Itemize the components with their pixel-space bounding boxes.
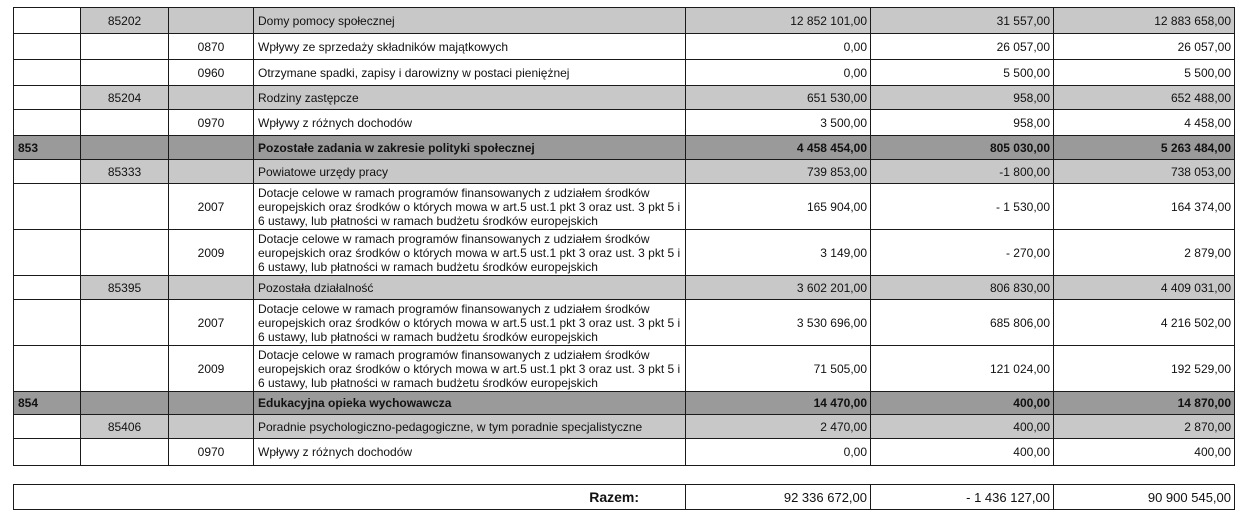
rozdzial-cell	[81, 346, 169, 392]
po-zmianie-cell: 26 057,00	[1054, 34, 1235, 60]
name-cell: Dotacje celowe w ramach programów finansowanych z udziałem środków europejskich oraz środków o których mowa w art.5 ust.1 pkt 3 oraz ust. 3 pkt 5 i 6 ustawy, lub płatności w ramach budżetu środków europejskich	[254, 300, 686, 346]
name-cell: Rodziny zastępcze	[254, 86, 686, 110]
plan-cell: 71 505,00	[686, 346, 871, 392]
plan-cell: 651 530,00	[686, 86, 871, 110]
budget-table-body	[14, 8, 1235, 466]
rozdzial-cell	[81, 439, 169, 466]
zmiana-cell: 685 806,00	[871, 300, 1054, 346]
paragraf-cell	[169, 415, 254, 439]
name-cell: Otrzymane spadki, zapisy i darowizny w postaci pieniężnej	[254, 60, 686, 86]
paragraf-cell	[169, 8, 254, 34]
paragraf-cell	[169, 86, 254, 110]
summary-po-zmianie: 90 900 545,00	[1054, 485, 1235, 510]
name-cell: Poradnie psychologiczno-pedagogiczne, w tym poradnie specjalistyczne	[254, 415, 686, 439]
rozdzial-cell: 85395	[81, 276, 169, 300]
rozdzial-cell	[81, 230, 169, 276]
paragraf-cell: 2007	[169, 184, 254, 230]
dzial-cell	[14, 184, 81, 230]
name-cell: Dotacje celowe w ramach programów finansowanych z udziałem środków europejskich oraz środków o których mowa w art.5 ust.1 pkt 3 oraz ust. 3 pkt 5 i 6 ustawy, lub płatności w ramach budżetu środków europejskich	[254, 230, 686, 276]
table-row	[14, 300, 1235, 346]
rozdzial-cell	[81, 110, 169, 136]
po-zmianie-cell: 5 500,00	[1054, 60, 1235, 86]
name-cell: Dotacje celowe w ramach programów finansowanych z udziałem środków europejskich oraz środków o których mowa w art.5 ust.1 pkt 3 oraz ust. 3 pkt 5 i 6 ustawy, lub płatności w ramach budżetu środków europejskich	[254, 184, 686, 230]
po-zmianie-cell: 5 263 484,00	[1054, 136, 1235, 160]
paragraf-cell: 0960	[169, 60, 254, 86]
rozdzial-cell: 85204	[81, 86, 169, 110]
dzial-cell	[14, 86, 81, 110]
paragraf-cell: 0970	[169, 439, 254, 466]
summary-label: Razem:	[14, 485, 686, 510]
plan-cell: 14 470,00	[686, 392, 871, 415]
po-zmianie-cell: 400,00	[1054, 439, 1235, 466]
paragraf-cell: 0870	[169, 34, 254, 60]
table-row	[14, 160, 1235, 184]
zmiana-cell: 958,00	[871, 86, 1054, 110]
zmiana-cell: - 270,00	[871, 230, 1054, 276]
rozdzial-cell	[81, 34, 169, 60]
plan-cell: 165 904,00	[686, 184, 871, 230]
name-cell: Wpływy z różnych dochodów	[254, 110, 686, 136]
plan-cell: 0,00	[686, 34, 871, 60]
table-row	[14, 60, 1235, 86]
dzial-cell	[14, 110, 81, 136]
zmiana-cell: 5 500,00	[871, 60, 1054, 86]
po-zmianie-cell: 4 216 502,00	[1054, 300, 1235, 346]
zmiana-cell: 31 557,00	[871, 8, 1054, 34]
po-zmianie-cell: 652 488,00	[1054, 86, 1235, 110]
dzial-cell: 854	[14, 392, 81, 415]
plan-cell: 3 149,00	[686, 230, 871, 276]
summary-zmiana: - 1 436 127,00	[871, 485, 1054, 510]
paragraf-cell: 2009	[169, 346, 254, 392]
dzial-cell	[14, 439, 81, 466]
plan-cell: 0,00	[686, 60, 871, 86]
plan-cell: 3 500,00	[686, 110, 871, 136]
budget-table	[13, 7, 1235, 466]
name-cell: Pozostała działalność	[254, 276, 686, 300]
dzial-cell	[14, 34, 81, 60]
po-zmianie-cell: 192 529,00	[1054, 346, 1235, 392]
zmiana-cell: 805 030,00	[871, 136, 1054, 160]
dzial-cell	[14, 60, 81, 86]
plan-cell: 4 458 454,00	[686, 136, 871, 160]
table-row	[14, 230, 1235, 276]
plan-cell: 739 853,00	[686, 160, 871, 184]
table-row	[14, 110, 1235, 136]
dzial-cell	[14, 276, 81, 300]
paragraf-cell: 2009	[169, 230, 254, 276]
dzial-cell	[14, 230, 81, 276]
table-row	[14, 439, 1235, 466]
zmiana-cell: -1 800,00	[871, 160, 1054, 184]
plan-cell: 3 602 201,00	[686, 276, 871, 300]
plan-cell: 3 530 696,00	[686, 300, 871, 346]
rozdzial-cell	[81, 60, 169, 86]
paragraf-cell	[169, 136, 254, 160]
name-cell: Edukacyjna opieka wychowawcza	[254, 392, 686, 415]
dzial-cell	[14, 8, 81, 34]
name-cell: Dotacje celowe w ramach programów finansowanych z udziałem środków europejskich oraz środków o których mowa w art.5 ust.1 pkt 3 oraz ust. 3 pkt 5 i 6 ustawy, lub płatności w ramach budżetu środków europejskich	[254, 346, 686, 392]
table-row	[14, 392, 1235, 415]
rozdzial-cell	[81, 136, 169, 160]
paragraf-cell: 0970	[169, 110, 254, 136]
zmiana-cell: 400,00	[871, 439, 1054, 466]
paragraf-cell	[169, 392, 254, 415]
name-cell: Wpływy z różnych dochodów	[254, 439, 686, 466]
dzial-cell	[14, 300, 81, 346]
zmiana-cell: 958,00	[871, 110, 1054, 136]
paragraf-cell	[169, 276, 254, 300]
zmiana-cell: 121 024,00	[871, 346, 1054, 392]
rozdzial-cell: 85333	[81, 160, 169, 184]
plan-cell: 2 470,00	[686, 415, 871, 439]
rozdzial-cell: 85202	[81, 8, 169, 34]
dzial-cell	[14, 415, 81, 439]
summary-table	[13, 484, 1235, 510]
name-cell: Wpływy ze sprzedaży składników majątkowych	[254, 34, 686, 60]
table-row	[14, 86, 1235, 110]
dzial-cell	[14, 346, 81, 392]
plan-cell: 0,00	[686, 439, 871, 466]
zmiana-cell: 26 057,00	[871, 34, 1054, 60]
po-zmianie-cell: 2 870,00	[1054, 415, 1235, 439]
po-zmianie-cell: 4 409 031,00	[1054, 276, 1235, 300]
po-zmianie-cell: 164 374,00	[1054, 184, 1235, 230]
zmiana-cell: - 1 530,00	[871, 184, 1054, 230]
table-row	[14, 415, 1235, 439]
po-zmianie-cell: 14 870,00	[1054, 392, 1235, 415]
po-zmianie-cell: 2 879,00	[1054, 230, 1235, 276]
table-row	[14, 8, 1235, 34]
rozdzial-cell: 85406	[81, 415, 169, 439]
paragraf-cell	[169, 160, 254, 184]
dzial-cell	[14, 160, 81, 184]
dzial-cell: 853	[14, 136, 81, 160]
name-cell: Domy pomocy społecznej	[254, 8, 686, 34]
summary-plan: 92 336 672,00	[686, 485, 871, 510]
rozdzial-cell	[81, 184, 169, 230]
rozdzial-cell	[81, 392, 169, 415]
po-zmianie-cell: 738 053,00	[1054, 160, 1235, 184]
summary-row	[14, 485, 1235, 510]
po-zmianie-cell: 4 458,00	[1054, 110, 1235, 136]
name-cell: Powiatowe urzędy pracy	[254, 160, 686, 184]
table-row	[14, 184, 1235, 230]
table-row	[14, 136, 1235, 160]
zmiana-cell: 806 830,00	[871, 276, 1054, 300]
zmiana-cell: 400,00	[871, 392, 1054, 415]
name-cell: Pozostałe zadania w zakresie polityki społecznej	[254, 136, 686, 160]
rozdzial-cell	[81, 300, 169, 346]
table-row	[14, 34, 1235, 60]
po-zmianie-cell: 12 883 658,00	[1054, 8, 1235, 34]
paragraf-cell: 2007	[169, 300, 254, 346]
table-row	[14, 346, 1235, 392]
table-row	[14, 276, 1235, 300]
plan-cell: 12 852 101,00	[686, 8, 871, 34]
zmiana-cell: 400,00	[871, 415, 1054, 439]
